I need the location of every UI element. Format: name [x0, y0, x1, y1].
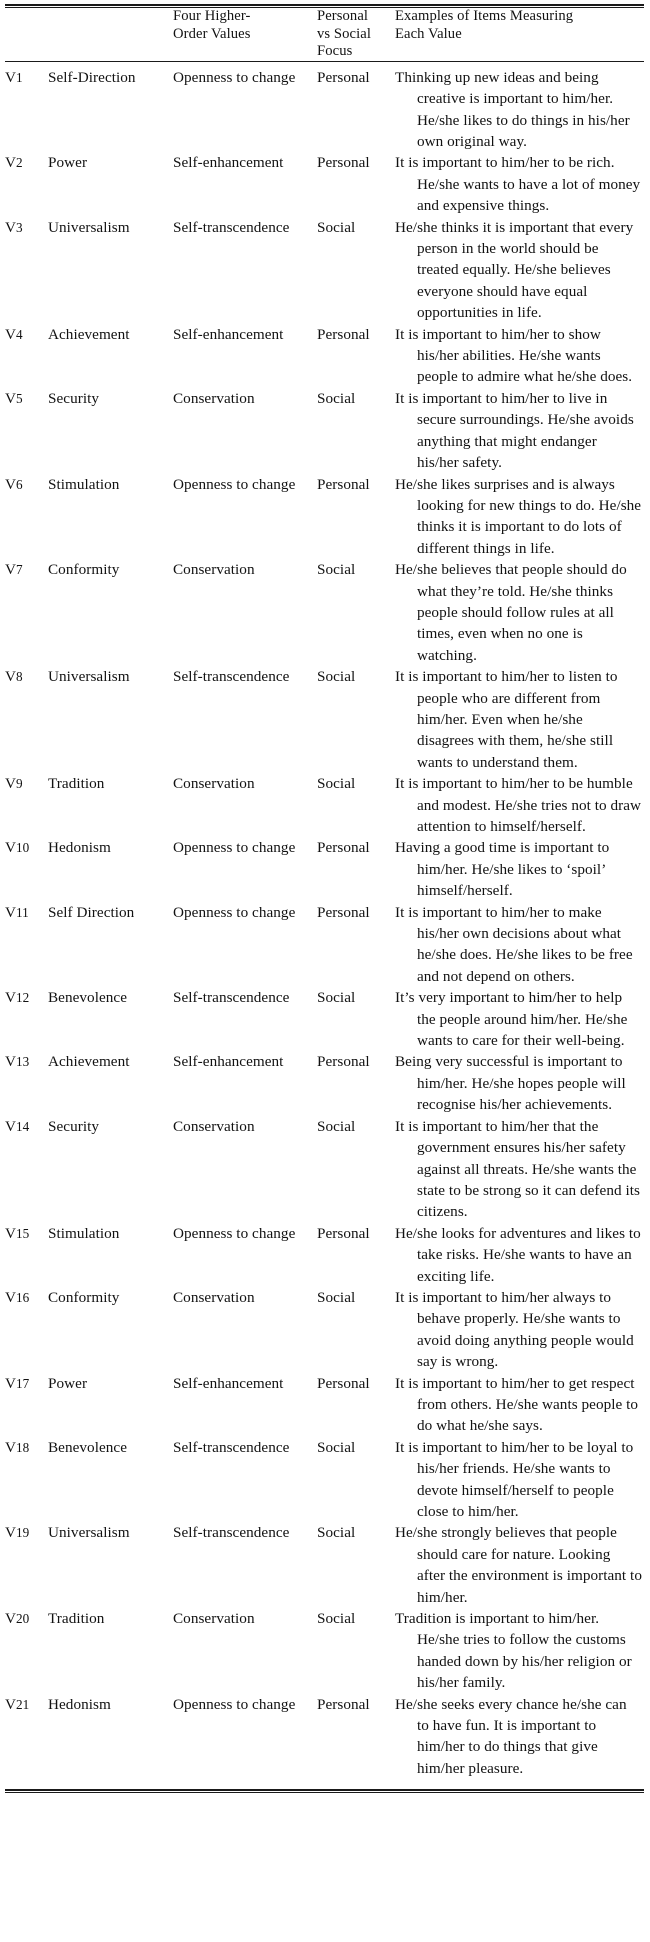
row-focus-text: Personal	[317, 154, 370, 172]
row-focus-text: Social	[317, 668, 356, 686]
row-example-text: Having a good time is important to him/her. He/she likes to ‘spoil’ himself/herself.	[395, 839, 610, 900]
row-id-number: 19	[16, 1525, 30, 1541]
table-row	[5, 1522, 644, 1608]
row-value-name-text: Tradition	[48, 775, 105, 793]
table-row	[5, 1437, 644, 1523]
row-value-name-text: Hedonism	[48, 839, 111, 857]
row-id	[5, 902, 48, 988]
row-id	[5, 217, 48, 324]
row-id-number: 2	[16, 155, 23, 171]
row-focus	[317, 1287, 395, 1373]
row-id-prefix: V	[5, 1053, 17, 1071]
table-row	[5, 217, 644, 324]
row-id-prefix: V	[5, 218, 17, 236]
row-higher-order-value-text: Openness to change	[173, 1695, 296, 1713]
table-row	[5, 1116, 644, 1223]
row-higher-order-value	[173, 559, 317, 666]
row-higher-order-value	[173, 837, 317, 901]
row-focus	[317, 987, 395, 1051]
row-example	[395, 217, 644, 324]
row-example	[395, 559, 644, 666]
row-focus-text: Personal	[317, 1053, 370, 1071]
row-value-name-text: Achievement	[48, 325, 130, 343]
row-id-prefix: V	[5, 1224, 17, 1242]
table-row	[5, 152, 644, 216]
row-value-name-text: Stimulation	[48, 475, 120, 493]
row-higher-order-value	[173, 987, 317, 1051]
table-row	[5, 1373, 644, 1437]
row-higher-order-value-text: Self-transcendence	[173, 668, 290, 686]
row-example	[395, 474, 644, 560]
values-table-body	[5, 62, 644, 1790]
row-higher-order-value	[173, 474, 317, 560]
values-table	[5, 8, 644, 61]
row-id-prefix: V	[5, 903, 17, 921]
row-focus	[317, 837, 395, 901]
row-value-name	[48, 388, 173, 474]
table-row	[5, 388, 644, 474]
row-higher-order-value-text: Conservation	[173, 561, 255, 579]
row-value-name	[48, 1051, 173, 1115]
row-id-number: 7	[16, 562, 23, 578]
table-row	[5, 987, 644, 1051]
row-higher-order-value-text: Openness to change	[173, 475, 296, 493]
row-focus-text: Personal	[317, 1695, 370, 1713]
table-row	[5, 666, 644, 773]
header-value-name	[48, 8, 173, 61]
row-id-prefix: V	[5, 325, 17, 343]
row-higher-order-value	[173, 67, 317, 153]
row-focus	[317, 902, 395, 988]
row-example-text: He/she strongly believes that people should care for nature. Looking after the environment is important to him/her.	[395, 1524, 642, 1606]
row-example	[395, 388, 644, 474]
row-example	[395, 324, 644, 388]
row-higher-order-value	[173, 1373, 317, 1437]
row-example	[395, 67, 644, 153]
row-higher-order-value	[173, 1608, 317, 1694]
row-higher-order-value-text: Openness to change	[173, 68, 296, 86]
row-id-prefix: V	[5, 154, 17, 172]
table-row	[5, 1051, 644, 1115]
row-higher-order-value-text: Self-transcendence	[173, 218, 290, 236]
row-id-prefix: V	[5, 668, 17, 686]
row-example	[395, 1522, 644, 1608]
row-focus	[317, 1373, 395, 1437]
row-id-prefix: V	[5, 1117, 17, 1135]
row-focus	[317, 1522, 395, 1608]
row-higher-order-value-text: Self-enhancement	[173, 325, 284, 343]
row-value-name	[48, 1223, 173, 1287]
header-examples-line-1: Examples of Items Measuring	[395, 8, 574, 24]
row-id-number: 15	[16, 1225, 30, 1241]
row-value-name	[48, 217, 173, 324]
row-id-prefix: V	[5, 68, 17, 86]
row-id-prefix: V	[5, 1695, 17, 1713]
row-value-name	[48, 559, 173, 666]
table-row	[5, 559, 644, 666]
row-example-text: He/she thinks it is important that every person in the world should be treated equally. He/she believes everyone should have equal opportunities in life.	[395, 218, 634, 322]
row-focus-text: Personal	[317, 1374, 370, 1392]
row-id	[5, 1223, 48, 1287]
row-value-name	[48, 1437, 173, 1523]
row-higher-order-value	[173, 324, 317, 388]
row-example-text: It is important to him/her to make his/her own decisions about what he/she does. He/she likes to be free and not depend on others.	[395, 903, 633, 985]
row-value-name	[48, 773, 173, 837]
row-focus	[317, 1223, 395, 1287]
header-focus-line-3: Focus	[317, 43, 353, 60]
row-value-name	[48, 1116, 173, 1223]
row-id-number: 16	[16, 1289, 30, 1305]
row-id-number: 10	[16, 840, 30, 856]
row-focus-text: Social	[317, 989, 356, 1007]
row-id	[5, 1437, 48, 1523]
row-id	[5, 1051, 48, 1115]
row-focus-text: Personal	[317, 68, 370, 86]
row-focus	[317, 1694, 395, 1780]
row-focus	[317, 67, 395, 153]
row-focus	[317, 474, 395, 560]
row-higher-order-value-text: Self-enhancement	[173, 154, 284, 172]
row-focus-text: Social	[317, 218, 356, 236]
row-higher-order-value	[173, 1522, 317, 1608]
row-id	[5, 666, 48, 773]
row-value-name-text: Hedonism	[48, 1695, 111, 1713]
row-id	[5, 152, 48, 216]
row-example	[395, 1373, 644, 1437]
row-id-number: 3	[16, 219, 23, 235]
row-focus-text: Social	[317, 561, 356, 579]
row-focus-text: Social	[317, 389, 356, 407]
row-higher-order-value	[173, 1051, 317, 1115]
row-value-name-text: Self Direction	[48, 903, 135, 921]
row-example	[395, 1694, 644, 1780]
header-examples	[395, 8, 644, 61]
row-higher-order-value-text: Self-enhancement	[173, 1374, 284, 1392]
row-focus-text: Social	[317, 1610, 356, 1628]
row-value-name	[48, 324, 173, 388]
row-id-prefix: V	[5, 1524, 17, 1542]
row-higher-order-value-text: Conservation	[173, 389, 255, 407]
table-row	[5, 773, 644, 837]
row-higher-order-value-text: Conservation	[173, 1288, 255, 1306]
row-value-name-text: Power	[48, 154, 88, 172]
row-higher-order-value-text: Self-enhancement	[173, 1053, 284, 1071]
row-focus	[317, 559, 395, 666]
header-focus-line-2: vs Social	[317, 25, 372, 42]
row-id	[5, 474, 48, 560]
row-example	[395, 1287, 644, 1373]
row-value-name	[48, 152, 173, 216]
table-header	[5, 8, 644, 61]
values-table-container	[0, 4, 650, 1793]
row-id-prefix: V	[5, 839, 17, 857]
row-example-text: It is important to him/her to live in secure surroundings. He/she avoids anything that might endanger his/her safety.	[395, 389, 634, 472]
row-example-text: Thinking up new ideas and being creative is important to him/her. He/she likes to do things in his/her own original way.	[395, 68, 630, 150]
row-example-text: It is important to him/her to be loyal to his/her friends. He/she wants to devote himself/herself to people close to him/her.	[395, 1438, 634, 1520]
row-value-name	[48, 1522, 173, 1608]
row-focus	[317, 666, 395, 773]
row-id-prefix: V	[5, 1610, 17, 1628]
row-focus	[317, 1437, 395, 1523]
row-example-text: He/she seeks every chance he/she can to have fun. It is important to him/her to do things that give him/her pleasure.	[395, 1695, 627, 1777]
row-id	[5, 987, 48, 1051]
row-id-number: 4	[16, 326, 23, 342]
row-value-name-text: Security	[48, 1117, 100, 1135]
row-id-prefix: V	[5, 775, 17, 793]
row-higher-order-value-text: Self-transcendence	[173, 989, 290, 1007]
table-row	[5, 67, 644, 153]
row-example	[395, 1116, 644, 1223]
row-example	[395, 1051, 644, 1115]
header-examples-line-2: Each Value	[395, 25, 462, 42]
row-id-prefix: V	[5, 1438, 17, 1456]
row-id	[5, 1373, 48, 1437]
row-focus-text: Social	[317, 775, 356, 793]
row-example	[395, 773, 644, 837]
row-example	[395, 666, 644, 773]
row-value-name-text: Stimulation	[48, 1224, 120, 1242]
row-example-text: It is important to him/her to get respect from others. He/she wants people to do what he/she says.	[395, 1374, 639, 1435]
row-higher-order-value	[173, 1223, 317, 1287]
row-id-number: 12	[16, 990, 30, 1006]
table-row	[5, 1287, 644, 1373]
row-example-text: Being very successful is important to him/her. He/she hopes people will recognise his/her achievements.	[395, 1053, 626, 1114]
row-focus-text: Personal	[317, 903, 370, 921]
row-example	[395, 987, 644, 1051]
row-id	[5, 1694, 48, 1780]
body-bottom-spacer	[5, 1779, 644, 1789]
header-higher-order-values	[173, 8, 317, 61]
header-row	[5, 8, 644, 61]
header-id	[5, 8, 48, 61]
row-value-name-text: Self-Direction	[48, 68, 136, 86]
row-id-number: 18	[16, 1439, 30, 1455]
table-body	[5, 62, 644, 1790]
row-id	[5, 1287, 48, 1373]
row-id-number: 5	[16, 390, 23, 406]
row-value-name-text: Universalism	[48, 218, 130, 236]
row-higher-order-value-text: Openness to change	[173, 903, 296, 921]
row-example-text: It is important to him/her to show his/her abilities. He/she wants people to admire what he/she does.	[395, 325, 633, 386]
row-value-name	[48, 666, 173, 773]
row-id-number: 9	[16, 776, 23, 792]
row-value-name-text: Conformity	[48, 1288, 120, 1306]
row-value-name	[48, 1287, 173, 1373]
row-higher-order-value-text: Conservation	[173, 1610, 255, 1628]
table-row	[5, 1223, 644, 1287]
row-id-number: 1	[16, 69, 23, 85]
row-focus-text: Personal	[317, 1224, 370, 1242]
row-higher-order-value	[173, 152, 317, 216]
row-value-name-text: Universalism	[48, 668, 130, 686]
row-id-prefix: V	[5, 389, 17, 407]
row-example	[395, 1437, 644, 1523]
row-id	[5, 67, 48, 153]
row-id-number: 8	[16, 669, 23, 685]
row-focus	[317, 1116, 395, 1223]
row-value-name-text: Universalism	[48, 1524, 130, 1542]
row-focus-text: Social	[317, 1524, 356, 1542]
row-example-text: It is important to him/her that the government ensures his/her safety against all threats. He/she wants the state to be strong so it can defend its citizens.	[395, 1117, 640, 1221]
row-example-text: It is important to him/her always to behave properly. He/she wants to avoid doing anything people would say is wrong.	[395, 1288, 634, 1371]
table-bottom-rule	[5, 1789, 644, 1793]
row-higher-order-value-text: Openness to change	[173, 1224, 296, 1242]
row-focus	[317, 773, 395, 837]
row-higher-order-value-text: Conservation	[173, 1117, 255, 1135]
row-id-number: 13	[16, 1054, 30, 1070]
row-id-number: 6	[16, 476, 23, 492]
row-id	[5, 837, 48, 901]
row-id-prefix: V	[5, 1288, 17, 1306]
row-id	[5, 773, 48, 837]
header-personal-vs-social-focus	[317, 8, 395, 61]
row-higher-order-value-text: Self-transcendence	[173, 1524, 290, 1542]
row-id	[5, 559, 48, 666]
table-row	[5, 902, 644, 988]
row-id-prefix: V	[5, 561, 17, 579]
row-example	[395, 1223, 644, 1287]
row-example-text: It’s very important to him/her to help the people around him/her. He/she wants to care for their well-being.	[395, 989, 628, 1050]
row-example	[395, 837, 644, 901]
row-id	[5, 1116, 48, 1223]
row-focus-text: Personal	[317, 839, 370, 857]
header-focus-line-1: Personal	[317, 8, 369, 24]
row-id-number: 21	[16, 1696, 30, 1712]
row-id-number: 20	[16, 1611, 30, 1627]
row-id-number: 11	[16, 904, 29, 920]
table-row	[5, 474, 644, 560]
row-id	[5, 1522, 48, 1608]
row-focus	[317, 217, 395, 324]
row-focus	[317, 388, 395, 474]
row-value-name	[48, 1608, 173, 1694]
row-value-name	[48, 1373, 173, 1437]
row-example-text: Tradition is important to him/her. He/she tries to follow the customs handed down by his/her religion or his/her family.	[395, 1610, 632, 1692]
row-focus-text: Personal	[317, 475, 370, 493]
row-focus	[317, 152, 395, 216]
row-id	[5, 388, 48, 474]
row-higher-order-value	[173, 1287, 317, 1373]
row-example	[395, 902, 644, 988]
row-example-text: He/she likes surprises and is always looking for new things to do. He/she thinks it is important to do lots of different things in life.	[395, 475, 642, 557]
row-higher-order-value	[173, 217, 317, 324]
table-row	[5, 1608, 644, 1694]
row-value-name-text: Power	[48, 1374, 88, 1392]
row-value-name-text: Benevolence	[48, 1438, 127, 1456]
row-higher-order-value	[173, 773, 317, 837]
row-higher-order-value-text: Self-transcendence	[173, 1438, 290, 1456]
row-id-number: 17	[16, 1375, 30, 1391]
row-value-name-text: Security	[48, 389, 100, 407]
row-higher-order-value-text: Openness to change	[173, 839, 296, 857]
table-row	[5, 1694, 644, 1780]
row-id-number: 14	[16, 1118, 30, 1134]
row-higher-order-value	[173, 902, 317, 988]
row-example-text: It is important to him/her to be humble and modest. He/she tries not to draw attention to himself/herself.	[395, 775, 642, 835]
row-higher-order-value	[173, 1694, 317, 1780]
row-value-name	[48, 837, 173, 901]
row-value-name-text: Benevolence	[48, 989, 127, 1007]
row-id-prefix: V	[5, 989, 17, 1007]
row-focus-text: Social	[317, 1117, 356, 1135]
row-value-name	[48, 1694, 173, 1780]
row-higher-order-value	[173, 1437, 317, 1523]
row-example-text: He/she believes that people should do what they’re told. He/she thinks people should follow rules at all times, even when no one is watching.	[395, 561, 627, 664]
row-focus	[317, 1608, 395, 1694]
row-example	[395, 1608, 644, 1694]
row-id	[5, 1608, 48, 1694]
table-row	[5, 837, 644, 901]
row-id-prefix: V	[5, 475, 17, 493]
row-value-name	[48, 987, 173, 1051]
row-value-name	[48, 902, 173, 988]
row-focus-text: Social	[317, 1438, 356, 1456]
row-value-name	[48, 67, 173, 153]
row-focus	[317, 1051, 395, 1115]
row-id	[5, 324, 48, 388]
row-focus-text: Personal	[317, 325, 370, 343]
row-focus	[317, 324, 395, 388]
row-example	[395, 152, 644, 216]
row-value-name-text: Conformity	[48, 561, 120, 579]
header-higher-order-line-1: Four Higher-	[173, 8, 251, 24]
row-value-name	[48, 474, 173, 560]
header-higher-order-line-2: Order Values	[173, 25, 251, 42]
row-value-name-text: Achievement	[48, 1053, 130, 1071]
row-example-text: He/she looks for adventures and likes to take risks. He/she wants to have an exciting life.	[395, 1224, 641, 1285]
row-higher-order-value	[173, 388, 317, 474]
row-id-prefix: V	[5, 1374, 17, 1392]
row-higher-order-value-text: Conservation	[173, 775, 255, 793]
row-focus-text: Social	[317, 1288, 356, 1306]
row-higher-order-value	[173, 1116, 317, 1223]
table-row	[5, 324, 644, 388]
row-value-name-text: Tradition	[48, 1610, 105, 1628]
row-example-text: It is important to him/her to be rich. He/she wants to have a lot of money and expensive things.	[395, 154, 641, 215]
row-example-text: It is important to him/her to listen to people who are different from him/her. Even when he/she disagrees with them, he/she still wants to understand them.	[395, 668, 618, 771]
row-higher-order-value	[173, 666, 317, 773]
